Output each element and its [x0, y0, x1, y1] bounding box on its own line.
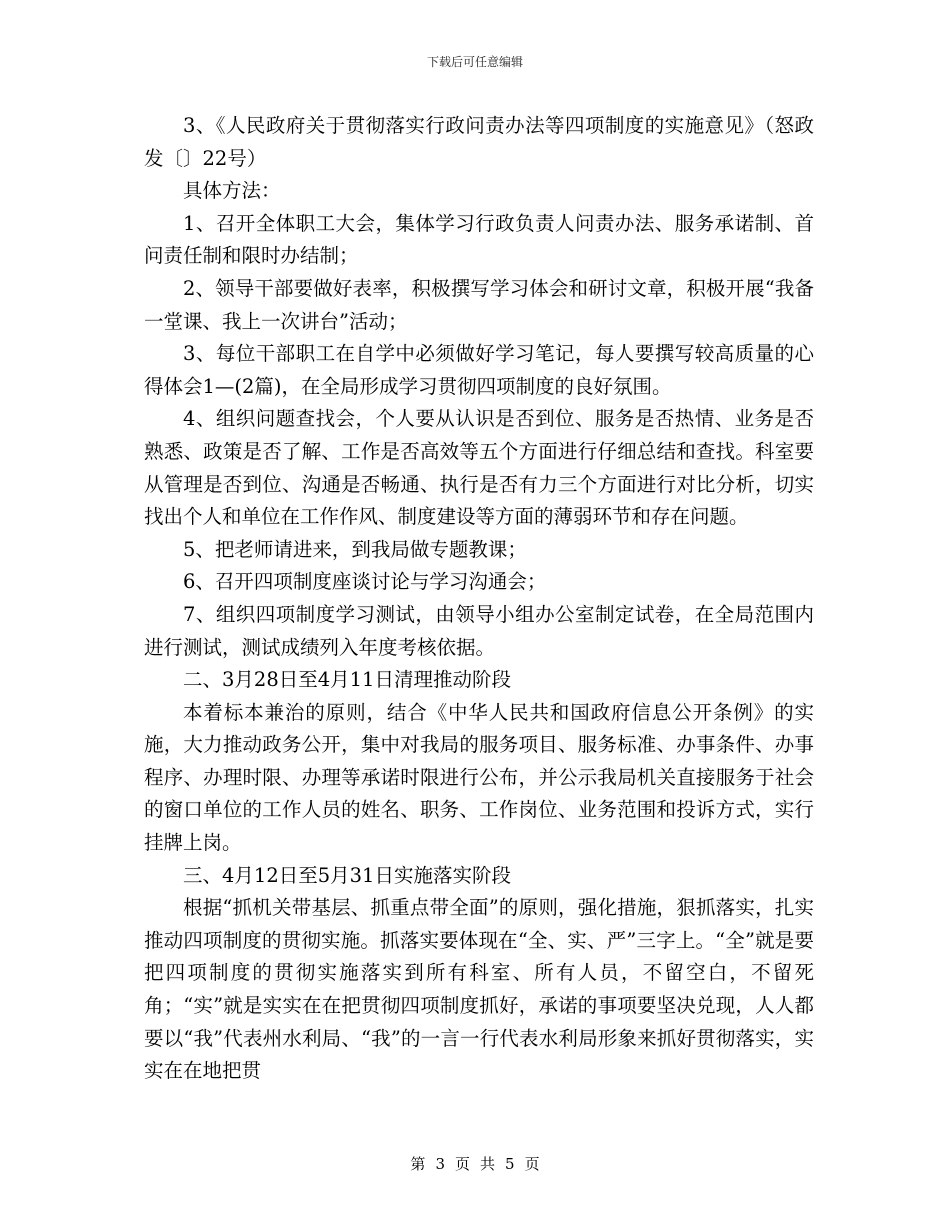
paragraph-method-6: 6、召开四项制度座谈讨论与学习沟通会；	[183, 570, 547, 594]
page-footer	[0, 1154, 950, 1174]
footer-page-word: 页	[454, 1155, 470, 1173]
paragraph-method-1: 1、召开全体职工大会，集体学习行政负责人问责办法、服务承诺制、首问责任制和限时办结制；	[144, 211, 814, 268]
paragraph-method-5: 5、把老师请进来，到我局做专题教课；	[183, 537, 527, 561]
document-body	[144, 110, 814, 1088]
paragraph-method-7: 7、组织四项制度学习测试，由领导小组办公室制定试卷，在全局范围内进行测试，测试成绩列入年度考核依据。	[144, 602, 814, 659]
page-header: 下载后可任意编辑	[426, 55, 523, 69]
footer-page-prefix: 第	[410, 1155, 426, 1173]
paragraph-section-2-body: 本着标本兼治的原则，结合《中华人民共和国政府信息公开条例》的实施，大力推动政务公开，集中对我局的服务项目、服务标准、办事条件、办事程序、办理时限、办理等承诺时限进行公布，并公示我局机关直接服务于社会的窗口单位的工作人员的姓名、职务、工作岗位、业务范围和投诉方式，实行挂牌上岗。	[144, 700, 814, 855]
footer-total-prefix: 共	[480, 1155, 496, 1173]
paragraph-section-3-body: 根据“抓机关带基层、抓重点带全面”的原则，强化措施，狠抓落实，扎实推动四项制度的贯彻实施。抓落实要体现在“全、实、严”三字上。“全”就是要把四项制度的贯彻实施落实到所有科室、所有人员，不留空白，不留死角；“实”就是实实在在把贯彻四项制度抓好，承诺的事项要坚决兑现，人人都要以“我”代表州水利局、“我”的一言一行代表水利局形象来抓好贯彻落实，实实在在地把贯	[144, 896, 814, 1083]
paragraph-reference-3: 3、《人民政府关于贯彻落实行政问责办法等四项制度的实施意见》（怒政发〔〕22号）	[144, 114, 814, 170]
footer-total-pages: 5	[505, 1155, 515, 1173]
paragraph-method-2: 2、领导干部要做好表率，积极撰写学习体会和研讨文章，积极开展“我备一堂课、我上一次讲台”活动；	[144, 276, 814, 333]
footer-page-number: 3	[435, 1155, 445, 1173]
section-heading-3: 三、4月12日至5月31日实施落实阶段	[183, 863, 511, 887]
paragraph-method-3: 3、每位干部职工在自学中必须做好学习笔记，每人要撰写较高质量的心得体会1—(2篇)，在全局形成学习贯彻四项制度的良好氛围。	[144, 342, 814, 398]
section-heading-2: 二、3月28日至4月11日清理推动阶段	[183, 668, 511, 692]
paragraph-method-4: 4、组织问题查找会，个人要从认识是否到位、服务是否热情、业务是否熟悉、政策是否了解、工作是否高效等五个方面进行仔细总结和查找。科室要从管理是否到位、沟通是否畅通、执行是否有力三个方面进行对比分析，切实找出个人和单位在工作作风、制度建设等方面的薄弱环节和存在问题。	[144, 407, 814, 529]
paragraph-methods-heading: 具体方法：	[183, 179, 281, 203]
footer-total-word: 页	[524, 1155, 540, 1173]
